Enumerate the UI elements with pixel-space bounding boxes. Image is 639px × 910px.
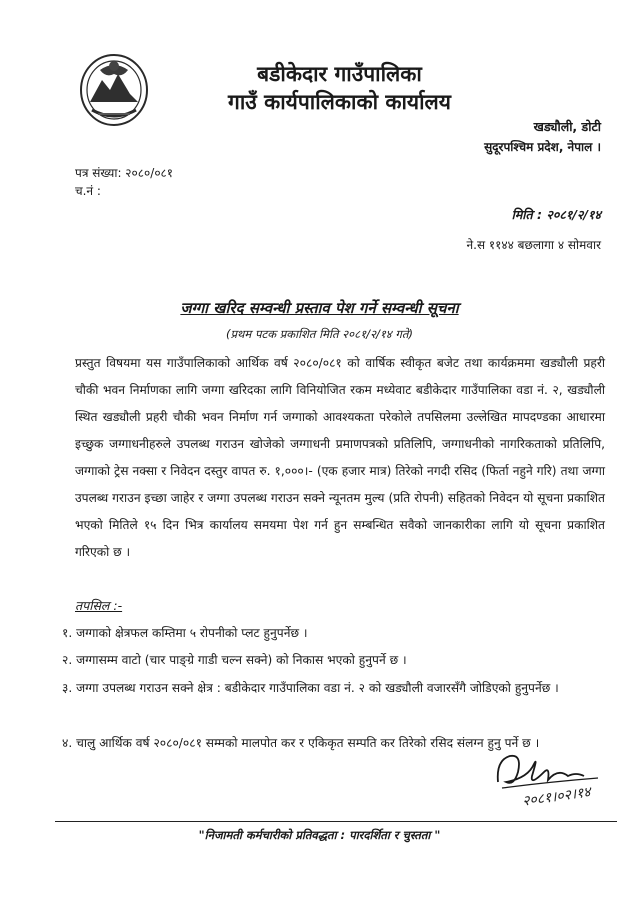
footer-motto: "निजामती कर्मचारीको प्रतिवद्धता : पारदर्शिता र चुस्तता " (198, 828, 441, 842)
list-item: ४. चालु आर्थिक वर्ष २०८०/०८१ सम्मको मालपोत कर र एकिकृत सम्पति कर तिरेको रसिद संलग्न हुनु पर्ने छ । (62, 736, 540, 750)
list-item: ३. जग्गा उपलब्ध गराउन सक्ने क्षेत्र : बडीकेदार गाउँपालिका वडा नं. २ को खड्यौली वजारसँगै जोडिएको हुनुपर्नेछ । (62, 681, 559, 695)
municipality-name: बडीकेदार गाउँपालिका (257, 62, 422, 86)
office-province: सुदूरपश्चिम प्रदेश, नेपाल । (484, 140, 601, 154)
notice-body: प्रस्तुत विषयमा यस गाउँपालिकाको आर्थिक वर्ष २०८०/०८१ को वार्षिक स्वीकृत बजेट तथा कार्यक्रममा खड्यौली प्रहरी चौकी भवन निर्माणका लागि जग्गा खरिदका लागि विनियोजित रकम मध्येवाट बडीकेदार गाउँपालिका वडा नं. २, खड्यौली स्थित खड्यौली प्रहरी चौकी भवन निर्माण गर्न जग्गाको आवश्यकता परेकोले तपसिलमा उल्लेखित मापदण्डका आधारमा इच्छुक जग्गाधनीहरुले उपलब्ध गराउन खोजेको जग्गाधनी प्रमाणपत्रको प्रतिलिपि, जग्गाधनीको नागरिकताको प्रतिलिपि, जग्गाको ट्रेस नक्सा र निवेदन दस्तुर वापत रु. १,०००।- (एक हजार मात्र) तिरेको नगदी रसिद (फिर्ता नहुने गरि) तथा जग्गा उपलब्ध गराउन इच्छा जाहेर र जग्गा उपलब्ध गराउन सक्ने न्यूनतम मुल्य (प्रति रोपनी) सहितको निवेदन यो सूचना प्रकाशित भएको मितिले १५ दिन भित्र कार्यालय समयमा पेश गर्न हुन सम्बन्धित सवैको जानकारीका लागि यो सूचना प्रकाशित गरिएको छ । (75, 356, 605, 559)
footer-divider (55, 821, 617, 822)
notice-heading (0, 298, 639, 318)
notice-heading-text: जग्गा खरिद सम्वन्धी प्रस्ताव पेश गर्ने सम्वन्धी सूचना (180, 299, 459, 317)
letter-date: मिति : २०८१/२/१४ (511, 207, 601, 222)
nepal-sambat-date: ने.स ११४४ बछलागा ४ सोमवार (466, 238, 601, 252)
dispatch-number: च.नं : (75, 184, 101, 198)
notice-subheading: (प्रथम पटक प्रकाशित मिति २०८१/२/१४ गते) (226, 327, 413, 341)
tapsil-label: तपसिल :- (75, 598, 123, 613)
letter-number: पत्र संख्या: २०८०/०८१ (75, 166, 174, 180)
signature-date: २०८१।०२।१४ (521, 784, 592, 810)
list-item: १. जग्गाको क्षेत्रफल कम्तिमा ५ रोपनीको प्लट हुनुपर्नेछ । (62, 626, 308, 640)
office-location: खड्यौली, डोटी (533, 119, 601, 134)
list-item: २. जग्गासम्म वाटो (चार पाङ्ग्रे गाडी चल्न सक्ने) को निकास भएको हुनुपर्ने छ । (62, 653, 407, 667)
office-name: गाउँ कार्यपालिकाको कार्यालय (228, 90, 451, 114)
